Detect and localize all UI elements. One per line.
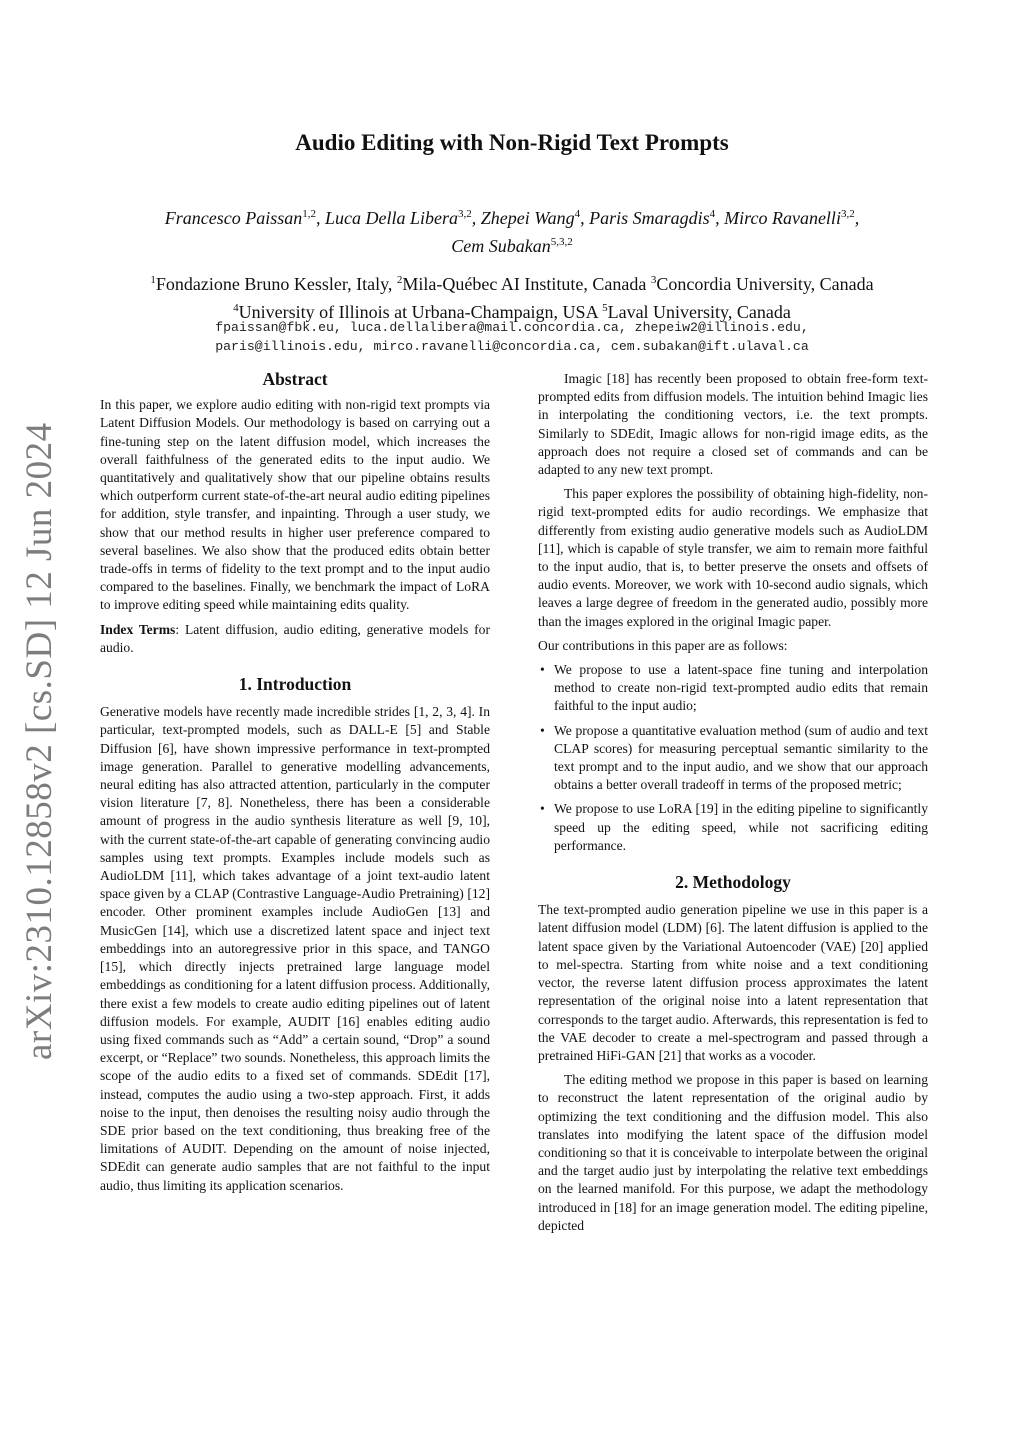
right-column	[538, 370, 928, 1241]
methodology-paragraph: The text-prompted audio generation pipeline we use in this paper is a latent diffusion model (LDM) [6]. The latent diffusion is applied to the latent space given by the Variational Autoencoder (VAE) [20] applied to mel-spectra. Starting from white noise and a text conditioning vector, the reverse latent diffusion process approximates the latent representation of the original noise into a latent representation that corresponds to the target audio. Afterwards, this representation is fed to the VAE decoder to create a mel-spectrogram and passed through a pretrained HiFi-GAN [21] that works as a vocoder.	[538, 902, 928, 1063]
methodology-paragraph: The editing method we propose in this paper is based on learning to reconstruct the latent representation of the original audio by optimizing the text conditioning and the diffusion model. This also translates into modifying the latent space of the diffusion model conditioning so that it is conceivable to interpolate between the original and the target audio just by interpolating the relative text embeddings on the learned manifold. For this purpose, we adapt the methodology introduced in [18] for an image generation model. The editing pipeline, depicted	[538, 1072, 928, 1233]
author: Zhepei Wang$^4$,	[480, 208, 590, 228]
left-column	[100, 370, 490, 1201]
author-list	[100, 202, 924, 258]
body-paragraph: Imagic [18] has recently been proposed to obtain free-form text-prompted edits from diffusion models. The intuition behind Imagic lies in interpolating the conditioning vectors, i.e. the text prompts. Similarly to SDEdit, Imagic allows for non-rigid image edits, as the approach does not require a closed set of commands and can be adapted to any new text prompt.	[538, 371, 928, 478]
affiliations	[70, 268, 954, 324]
email-line-1: fpaissan@fbk.eu, luca.dellalibera@mail.concordia.ca, zhepeiw2@illinois.edu,	[215, 320, 809, 335]
section-heading-methodology: 2. Methodology	[675, 872, 791, 893]
list-item: • We propose to use LoRA [19] in the editing pipeline to significantly speed up the editing speed, while not sacrificing editing performance.	[540, 801, 928, 853]
bullet-icon: •	[540, 801, 545, 817]
abstract-heading: Abstract	[262, 369, 328, 389]
list-item: • We propose a quantitative evaluation method (sum of audio and text CLAP scores) for measuring perceptual semantic similarity to the text prompt and to the input audio, and we show that our approach obtains a better overall tradeoff in terms of the proposed metric;	[540, 722, 928, 793]
bullet-icon: •	[540, 722, 545, 738]
author: Cem Subakan$^{5,3,2}$	[451, 236, 573, 256]
index-terms: Index Terms: Latent diffusion, audio editing, generative models for audio.	[100, 621, 490, 655]
contributions-intro: Our contributions in this paper are as follows:	[538, 637, 788, 653]
abstract-body: In this paper, we explore audio editing with non-rigid text prompts via Latent Diffusion Models. Our methodology is based on carrying out a fine-tuning step on the latent diffusion model, which increases the overall faithfulness of the generated edits to the input audio. We quantitatively and qualitatively show that our pipeline obtains results which outperform current state-of-the-art neural audio editing pipelines for addition, style transfer, and inpainting. Through a user study, we show that our method results in higher user preference compared to several baselines. We also show that the produced edits obtain better trade-offs in terms of fidelity to the text prompt and to the input audio compared to the baselines. Finally, we benchmark the impact of LoRA to improve editing speed while maintaining edits quality.	[100, 397, 490, 613]
paper-title: Audio Editing with Non-Rigid Text Prompts	[295, 130, 729, 155]
body-paragraph: This paper explores the possibility of obtaining high-fidelity, non-rigid text-prompted edits for audio recordings. We emphasize that differently from existing audio generative models such as AudioLDM [11], which is capable of style transfer, we aim to remain more faithful to the input audio, that is, to better preserve the onsets and offsets of audio events. Moreover, we work with 10-second audio signals, which leaves a large degree of freedom in the generated audio, possibly more than the images explored in the original Imagic paper.	[538, 486, 928, 629]
author: Paris Smaragdis$^4$,	[589, 208, 725, 228]
author: Mirco Ravanelli$^{3,2}$,	[724, 208, 860, 228]
arxiv-watermark: arXiv:2310.12858v2 [cs.SD] 12 Jun 2024	[19, 422, 60, 1060]
author: Francesco Paissan$^{1,2}$,	[164, 208, 326, 228]
list-item: • We propose to use a latent-space fine tuning and interpolation method to create non-rigid text-prompted audio edits that remain faithful to the input audio;	[540, 662, 928, 714]
author: Luca Della Libera$^{3,2}$,	[325, 208, 481, 228]
section-heading-introduction: 1. Introduction	[238, 674, 352, 695]
introduction-paragraph: Generative models have recently made incredible strides [1, 2, 3, 4]. In particular, text-prompted models, such as DALL-E [5] and Stable Diffusion [6], have shown impressive performance in text-prompted image generation. Parallel to generative modelling advancements, neural editing has also attracted attention, particularly in the computer vision literature [7, 8]. Nonetheless, there has been a considerable amount of progress in the audio synthesis literature as well [9, 10], with the current state-of-the-art capable of generating convincing audio samples using text prompts. Examples include models such as AudioLDM [11], which takes advantage of a joint text-audio latent space given by a CLAP (Contrastive Language-Audio Pretraining) [12] encoder. Other prominent examples include AudioGen [13] and MusicGen [14], which use a discretized latent space and inject text embeddings into an autoregressive prior in this space, and TANGO [15], which directly injects pretrained large language model embeddings as conditioning for a latent diffusion process. Additionally, there exist a few models to create audio editing pipelines out of latent diffusion models. For example, AUDIT [16] enables editing audio using fixed commands such as “Add” a certain sound, “Drop” a sound excerpt, or “Replace” two sounds. Nonetheless, this approach limits the scope of the audio edits to a fixed set of commands. SDEdit [17], instead, computes the audio using a two-step approach. First, it adds noise to the input, then denoises the resulting noisy audio through the SDE prior based on the text conditioning, thus breaking free of the limitations of AUDIT. Depending on the amount of noise injected, SDEdit can generate audio samples that are not faithful to the input audio, thus limiting its application scenarios.	[100, 704, 490, 1193]
affiliation-line-2: $^4$University of Illinois at Urbana-Champaign, USA $^5$Laval University, Canada	[233, 302, 791, 322]
affiliation-line-1: $^1$Fondazione Bruno Kessler, Italy, $^2$Mila-Québec AI Institute, Canada $^3$Concordia University, Canada	[150, 274, 874, 294]
email-line-2: paris@illinois.edu, mirco.ravanelli@concordia.ca, cem.subakan@ift.ulaval.ca	[215, 339, 809, 354]
author-emails	[60, 318, 964, 356]
contributions-list	[538, 661, 928, 855]
bullet-icon: •	[540, 662, 545, 678]
